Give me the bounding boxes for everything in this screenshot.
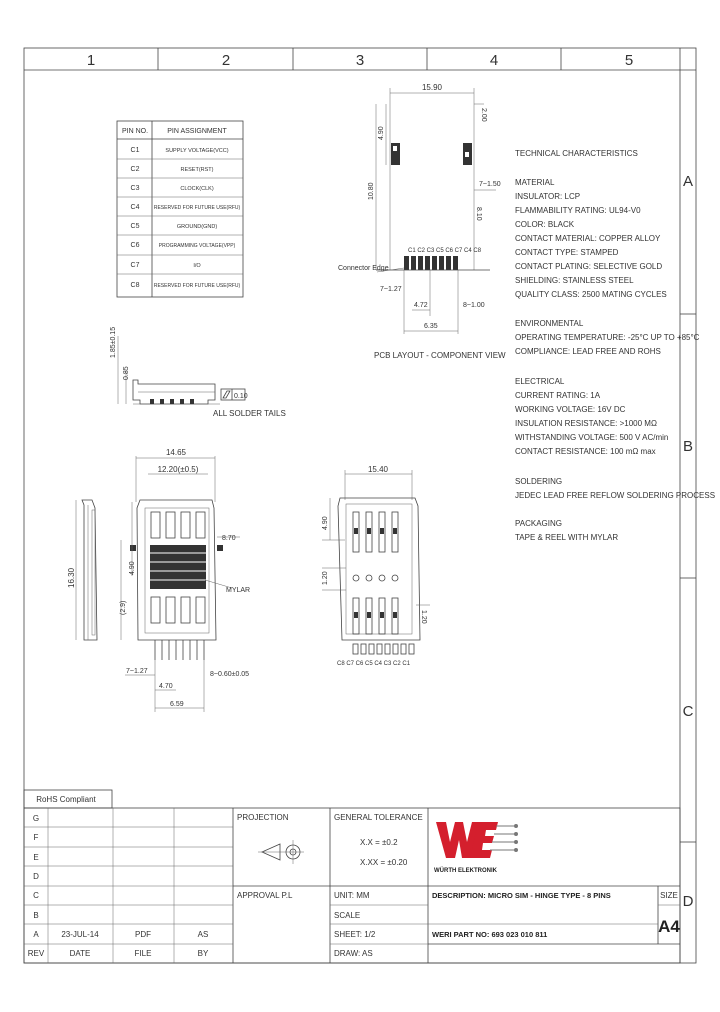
top-dim-bottom-c: 8~0.60±0.05 [210, 671, 250, 678]
pin-row-3-assignment: CLOCK(CLK) [180, 186, 214, 192]
side-profile-view [67, 500, 97, 640]
rev-row-e: E [33, 853, 39, 862]
spec-line-17: ELECTRICAL [515, 377, 565, 386]
pcb-dim-bottom-b: 4.72 [414, 302, 428, 309]
pin-row-2-no: C2 [130, 166, 140, 173]
top-dim-bottom-d: 6.59 [170, 701, 184, 708]
bottom-dim-right: 1.20 [420, 610, 427, 624]
rev-row-a: A [33, 930, 39, 939]
top-dim-left-b: (2.9) [120, 600, 127, 615]
rev-row-b: B [33, 911, 39, 920]
pcb-dim-right-b: 8.10 [475, 207, 482, 221]
footer-rev: REV [27, 949, 45, 958]
spec-line-28: TAPE & REEL WITH MYLAR [515, 533, 619, 542]
spec-line-19: WORKING VOLTAGE: 16V DC [515, 405, 626, 414]
spec-line-3: MATERIAL [515, 178, 555, 187]
spec-line-22: CONTACT RESISTANCE: 100 mΩ max [515, 447, 656, 456]
column-label-2: 2 [221, 52, 231, 69]
pin-row-5-assignment: GROUND(GND) [176, 224, 218, 230]
approval-label: APPROVAL P.L [237, 891, 293, 900]
scale-label: SCALE [334, 911, 361, 920]
footer-by: BY [197, 949, 209, 958]
projection-label: PROJECTION [237, 813, 289, 822]
pcb-dim-left-b: 10.80 [368, 182, 375, 200]
spec-line-9: CONTACT PLATING: SELECTIVE GOLD [515, 262, 663, 271]
technical-characteristics [515, 149, 715, 542]
top-mylar-label: MYLAR [226, 587, 251, 594]
bottom-view [322, 465, 430, 667]
pcb-dim-bottom-a: 7~1.27 [380, 286, 402, 293]
spec-line-11: QUALITY CLASS: 2500 MATING CYCLES [515, 290, 667, 299]
row-label-a: A [682, 173, 694, 190]
pin-row-7-assignment: I/O [193, 263, 201, 269]
side-dim-small: 0.85 [123, 366, 130, 380]
bottom-dim-left-b: 1.20 [322, 571, 329, 585]
rohs-label: RoHS Compliant [36, 795, 96, 804]
pcb-caption: PCB LAYOUT - COMPONENT VIEW [374, 351, 506, 360]
pin-row-4-no: C4 [130, 204, 140, 211]
top-dim-bottom-a: 7~1.27 [126, 668, 148, 675]
footer-date: DATE [69, 949, 91, 958]
rev-row-d: D [33, 872, 39, 881]
spec-line-24: SOLDERING [515, 477, 563, 486]
spec-line-15: COMPLIANCE: LEAD FREE AND ROHS [515, 347, 661, 356]
rev-row-f: F [33, 833, 39, 842]
spec-line-10: SHIELDING: STAINLESS STEEL [515, 276, 634, 285]
size-value: A4 [658, 917, 680, 936]
pin-table-header-assignment: PIN ASSIGNMENT [167, 128, 227, 135]
top-view [120, 448, 250, 712]
rev-a-date: 23-JUL-14 [61, 930, 99, 939]
pcb-layout [338, 83, 506, 360]
spec-line-6: COLOR: BLACK [515, 220, 575, 229]
column-label-4: 4 [489, 52, 499, 69]
tolerance-1: X.X = ±0.2 [360, 838, 398, 847]
side-note-solder-tails: ALL SOLDER TAILS [213, 409, 286, 418]
third-angle-projection-icon [258, 840, 304, 864]
pin-row-8-no: C8 [130, 282, 140, 289]
bottom-dim-left-a: 4.90 [322, 516, 329, 530]
spec-line-7: CONTACT MATERIAL: COPPER ALLOY [515, 234, 661, 243]
side-view [110, 327, 286, 418]
tolerance-label: GENERAL TOLERANCE [334, 813, 423, 822]
size-label: SIZE [660, 891, 678, 900]
pin-row-3-no: C3 [130, 185, 140, 192]
rev-row-c: C [33, 891, 39, 900]
spec-line-5: FLAMMABILITY RATING: UL94-V0 [515, 206, 641, 215]
footer-file: FILE [134, 949, 152, 958]
part-number: WERI PART NO: 693 023 010 811 [432, 930, 548, 939]
spec-line-20: INSULATION RESISTANCE: >1000 MΩ [515, 419, 657, 428]
pin-row-6-no: C6 [130, 242, 140, 249]
row-label-c: C [682, 703, 694, 720]
spec-line-1: TECHNICAL CHARACTERISTICS [515, 149, 638, 158]
pcb-dim-right-a: 7~1.50 [479, 181, 501, 188]
spec-line-8: CONTACT TYPE: STAMPED [515, 248, 619, 257]
row-label-b: B [682, 438, 694, 455]
rev-row-g: G [32, 814, 40, 823]
top-dim-right: 8.70 [222, 535, 236, 542]
wurth-elektronik-logo [434, 822, 518, 874]
pcb-pin-labels: C1 C2 C3 C5 C6 C7 C4 C8 [408, 248, 482, 254]
pin-table-header-no: PIN NO. [121, 128, 149, 135]
pin-row-4-assignment: RESERVED FOR FUTURE USE(RFU) [153, 205, 241, 211]
pcb-dim-bottom-c: 8~1.00 [463, 302, 485, 309]
sheet-label: SHEET: 1/2 [334, 930, 376, 939]
rev-a-by: AS [197, 930, 209, 939]
pin-row-1-assignment: SUPPLY VOLTAGE(VCC) [165, 148, 229, 154]
pin-row-8-assignment: RESERVED FOR FUTURE USE(RFU) [153, 283, 241, 289]
bottom-pin-labels: C8 C7 C6 C5 C4 C3 C2 C1 [337, 661, 411, 667]
pin-row-2-assignment: RESET(RST) [180, 167, 214, 173]
spec-line-25: JEDEC LEAD FREE REFLOW SOLDERING PROCESS [515, 491, 716, 500]
column-label-5: 5 [624, 52, 634, 69]
tolerance-2: X.XX = ±0.20 [360, 858, 408, 867]
drawing-frame [24, 48, 696, 963]
logo-text: WÜRTH ELEKTRONIK [434, 868, 497, 874]
column-label-3: 3 [355, 52, 365, 69]
side-dim-height: 1.85±0.15 [110, 326, 117, 358]
row-label-d: D [682, 893, 694, 910]
spec-line-27: PACKAGING [515, 519, 562, 528]
pin-row-5-no: C5 [130, 223, 140, 230]
pin-row-1-no: C1 [130, 147, 140, 154]
column-label-1: 1 [86, 52, 96, 69]
spec-line-21: WITHSTANDING VOLTAGE: 500 V AC/min [515, 433, 669, 442]
top-dim-height: 16.30 [67, 567, 76, 588]
top-dim-width: 14.65 [165, 448, 187, 457]
spec-line-18: CURRENT RATING: 1A [515, 391, 601, 400]
top-dim-inner: 12.20(±0.5) [157, 465, 199, 474]
pin-row-6-assignment: PROGRAMMING VOLTAGE(VPP) [158, 243, 236, 249]
pin-row-7-no: C7 [130, 262, 140, 269]
description: DESCRIPTION: MICRO SIM - HINGE TYPE - 8 PINS [432, 891, 611, 900]
pcb-dim-right-top: 2.00 [480, 108, 487, 122]
spec-line-13: ENVIRONMENTAL [515, 319, 584, 328]
title-block [24, 790, 680, 963]
pcb-dim-bottom-d: 6.35 [424, 323, 438, 330]
pin-assignment-table [117, 121, 243, 297]
unit-label: UNIT: MM [334, 891, 370, 900]
top-dim-bottom-b: 4.70 [159, 683, 173, 690]
spec-line-4: INSULATOR: LCP [515, 192, 581, 201]
top-dim-left-a: 4.90 [129, 561, 136, 575]
pcb-dim-left-a: 4.90 [378, 126, 385, 140]
rev-a-file: PDF [135, 930, 151, 939]
pcb-dim-top: 15.90 [421, 83, 443, 92]
bottom-dim-width: 15.40 [367, 465, 389, 474]
side-flatness-value: 0.10 [234, 393, 248, 400]
pcb-connector-edge: Connector Edge [338, 265, 389, 272]
spec-line-14: OPERATING TEMPERATURE: -25°C UP TO +85°C [515, 333, 700, 342]
drawn-label: DRAW: AS [334, 949, 373, 958]
